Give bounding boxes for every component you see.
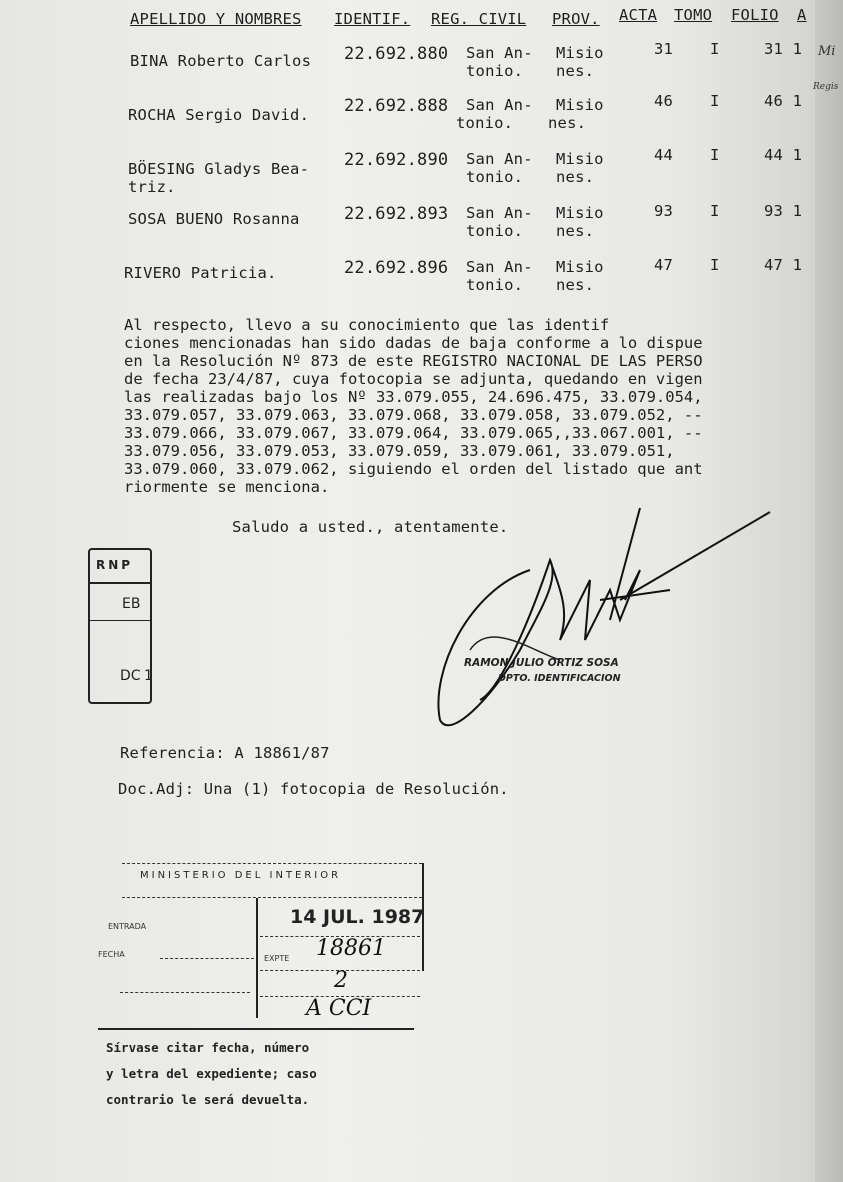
- row-prov-2: nes.: [548, 114, 587, 132]
- notice-line: y letra del expediente; caso: [106, 1066, 317, 1081]
- row-reg-2: tonio.: [466, 276, 524, 294]
- row-reg-1: San An-: [466, 96, 533, 114]
- stamp-field-line: [120, 992, 250, 993]
- paragraph-line: ciones mencionadas han sido dadas de baja conforme a lo dispue: [124, 334, 703, 352]
- stamp-number: 18861: [316, 936, 386, 961]
- row-prov-2: nes.: [556, 222, 595, 240]
- row-tomo: I: [710, 202, 720, 220]
- label-fecha: FECHA: [98, 950, 125, 959]
- row-prov-2: nes.: [556, 168, 595, 186]
- signature-icon: [410, 500, 780, 740]
- rnp-stamp: [88, 548, 152, 704]
- rnp-stamp-title: RNP: [96, 558, 134, 572]
- row-tomo: I: [710, 40, 720, 58]
- row-acta: 46: [654, 92, 674, 110]
- row-folio: 31 1: [764, 40, 803, 58]
- header-acta: ACTA: [619, 6, 658, 24]
- row-tomo: I: [710, 92, 720, 110]
- reference-line: Referencia: A 18861/87: [120, 744, 330, 762]
- row-folio: 44 1: [764, 146, 803, 164]
- paragraph-line: las realizadas bajo los Nº 33.079.055, 24.696.475, 33.079.054,: [124, 388, 703, 406]
- header-tomo: TOMO: [674, 6, 713, 24]
- row-prov-2: nes.: [556, 276, 595, 294]
- row-identif: 22.692.888: [344, 96, 449, 116]
- header-reg-civil: REG. CIVIL: [431, 10, 527, 28]
- rnp-stamp-eb: EB: [122, 596, 141, 612]
- row-tomo: I: [710, 256, 720, 274]
- notice-line: contrario le será devuelta.: [106, 1092, 310, 1107]
- header-identif: IDENTIF.: [334, 10, 411, 28]
- row-identif: 22.692.890: [344, 150, 449, 170]
- paragraph-line: riormente se menciona.: [124, 478, 330, 496]
- header-prov: PROV.: [552, 10, 600, 28]
- page-edge: [815, 0, 843, 1182]
- row-reg-1: San An-: [466, 258, 533, 276]
- row-folio: 93 1: [764, 202, 803, 220]
- row-identif: 22.692.896: [344, 258, 449, 278]
- signature-name: RAMON JULIO ORTIZ SOSA: [464, 657, 619, 669]
- row-prov-1: Misio: [556, 44, 604, 62]
- stamp-mid-border: [256, 898, 258, 1018]
- row-name: ROCHA Sergio David.: [128, 106, 310, 124]
- row-name: BINA Roberto Carlos: [130, 52, 312, 70]
- row-reg-1: San An-: [466, 204, 533, 222]
- stamp-divider: [90, 620, 150, 621]
- label-expte: EXPTE: [264, 954, 290, 963]
- row-reg-2: tonio.: [466, 222, 524, 240]
- paragraph-line: 33.079.060, 33.079.062, siguiendo el orden del listado que ant: [124, 460, 703, 478]
- rnp-stamp-dc: DC: [120, 668, 141, 684]
- paragraph-line: 33.079.056, 33.079.053, 33.079.059, 33.079.061, 33.079.051,: [124, 442, 675, 460]
- stamp-bottom-line: [98, 1028, 414, 1030]
- row-folio: 47 1: [764, 256, 803, 274]
- row-name: SOSA BUENO Rosanna: [128, 210, 300, 228]
- row-reg-2: tonio.: [466, 62, 524, 80]
- paragraph-line: de fecha 23/4/87, cuya fotocopia se adjunta, quedando en vigen: [124, 370, 703, 388]
- row-acta: 93: [654, 202, 674, 220]
- row-name: RIVERO Patricia.: [124, 264, 277, 282]
- row-acta: 47: [654, 256, 674, 274]
- row-prov-1: Misio: [556, 258, 604, 276]
- header-name: APELLIDO Y NOMBRES: [130, 10, 302, 28]
- closing-salutation: Saludo a usted., atentamente.: [232, 518, 509, 536]
- row-acta: 44: [654, 146, 674, 164]
- row-reg-1: San An-: [466, 44, 533, 62]
- signature-dept: DPTO. IDENTIFICACION: [498, 673, 621, 684]
- stamp-line: [122, 897, 422, 898]
- row-tomo: I: [710, 146, 720, 164]
- stamp-top-line: [122, 863, 422, 864]
- label-entrada: ENTRADA: [108, 922, 147, 931]
- paragraph-line: Al respecto, llevo a su conocimiento que las identif: [124, 316, 610, 334]
- header-folio: FOLIO: [731, 6, 779, 24]
- paragraph-line: 33.079.066, 33.079.067, 33.079.064, 33.079.065,,33.067.001, --: [124, 424, 703, 442]
- edge-text-second: Regis: [813, 82, 839, 92]
- row-reg-2: tonio.: [466, 168, 524, 186]
- notice-line: Sírvase citar fecha, número: [106, 1040, 310, 1055]
- row-identif: 22.692.893: [344, 204, 449, 224]
- stamp-field-line: [160, 958, 254, 959]
- stamp-divider: [90, 582, 150, 584]
- ministry-title: MINISTERIO DEL INTERIOR: [140, 870, 342, 881]
- stamp-letter: A CCI: [306, 996, 372, 1021]
- row-folio: 46 1: [764, 92, 803, 110]
- paragraph-line: 33.079.057, 33.079.063, 33.079.068, 33.079.058, 33.079.052, --: [124, 406, 703, 424]
- row-acta: 31: [654, 40, 674, 58]
- row-identif: 22.692.880: [344, 44, 449, 64]
- stamp-two: 2: [334, 968, 348, 993]
- row-name-continued: triz.: [128, 178, 176, 196]
- paragraph-line: en la Resolución Nº 873 de este REGISTRO NACIONAL DE LAS PERSO: [124, 352, 703, 370]
- row-prov-1: Misio: [556, 96, 604, 114]
- header-a: A: [797, 6, 807, 24]
- row-reg-1: San An-: [466, 150, 533, 168]
- row-prov-1: Misio: [556, 150, 604, 168]
- stamp-date: 14 JUL. 1987: [290, 906, 425, 928]
- edge-text-top: Mi: [818, 44, 836, 59]
- row-name: BÖESING Gladys Bea-: [128, 160, 310, 178]
- rnp-stamp-dc-num: 1: [144, 668, 153, 684]
- row-prov-1: Misio: [556, 204, 604, 222]
- doc-adj-line: Doc.Adj: Una (1) fotocopia de Resolución.: [118, 780, 509, 798]
- row-prov-2: nes.: [556, 62, 595, 80]
- row-reg-2: tonio.: [456, 114, 514, 132]
